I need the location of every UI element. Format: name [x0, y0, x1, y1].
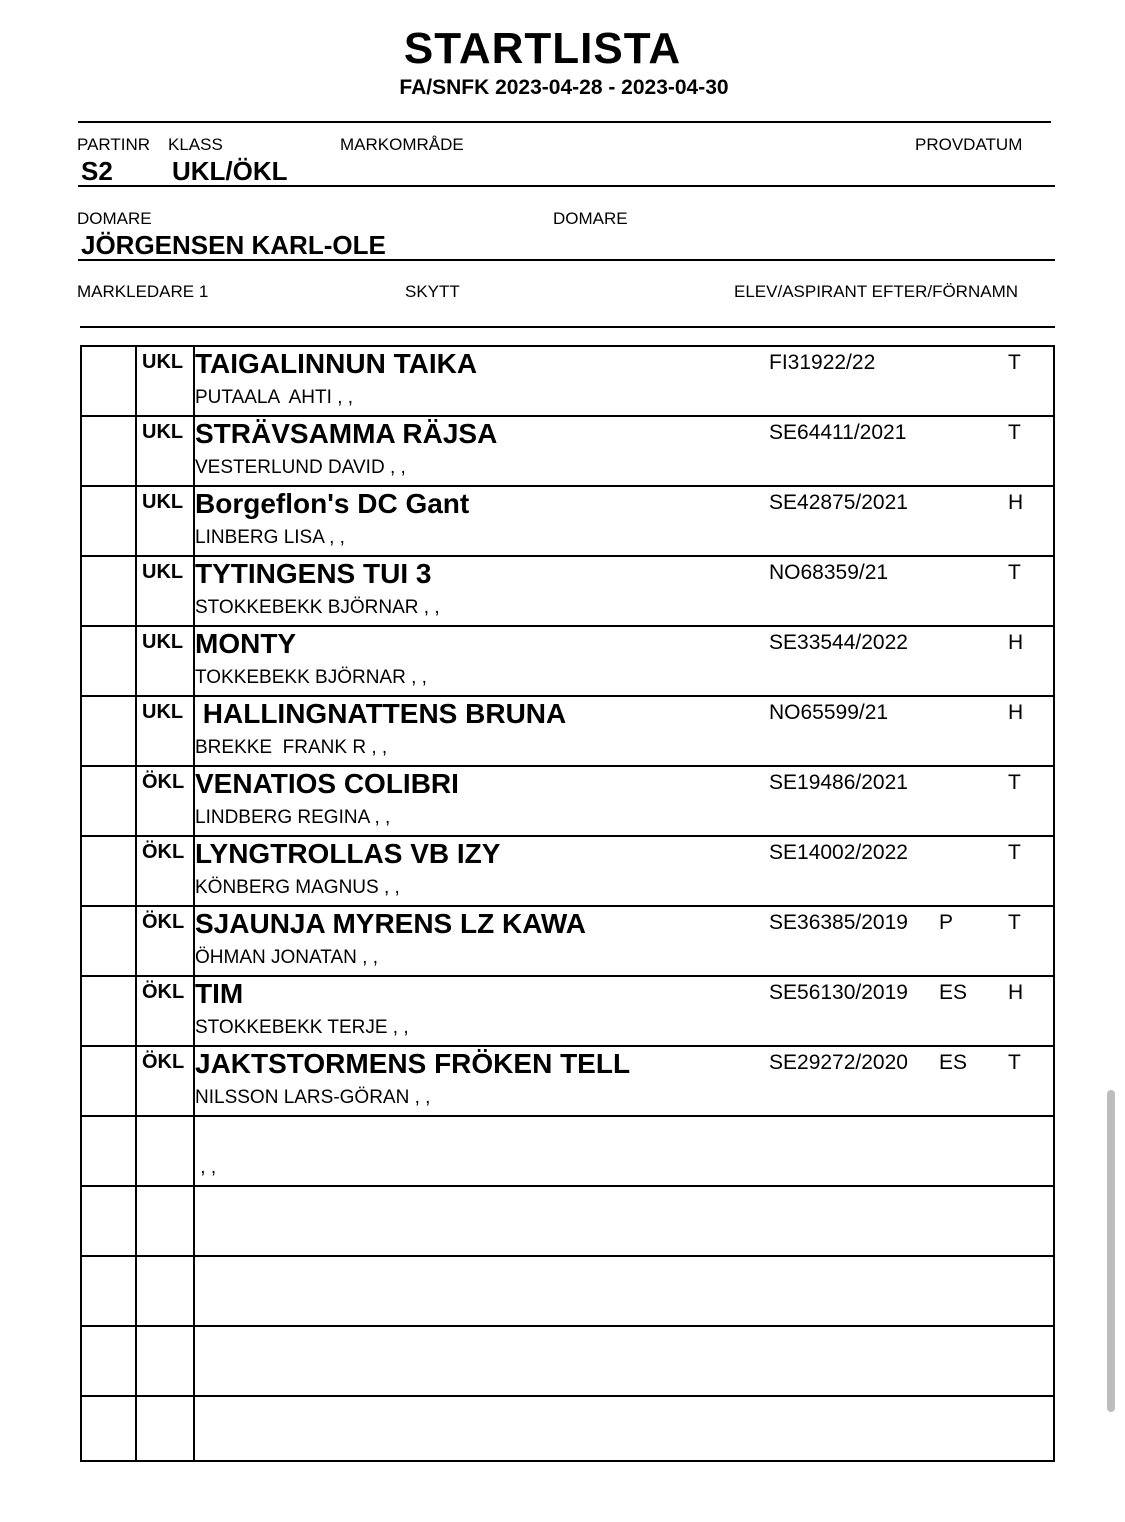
- registration-number: SE14002/2022: [769, 841, 908, 864]
- dog-name: JAKTSTORMENS FRÖKEN TELL: [195, 1048, 631, 1079]
- owner-name: VESTERLUND DAVID , ,: [195, 457, 406, 478]
- table-row: [82, 487, 1053, 557]
- registration-number: NO68359/21: [769, 561, 889, 584]
- table-row: [82, 1327, 1053, 1397]
- sex-code: H: [1008, 701, 1024, 724]
- dog-name: LYNGTROLLAS VB IZY: [195, 838, 501, 869]
- divider: [78, 259, 1055, 261]
- owner-name: LINBERG LISA , ,: [195, 527, 345, 548]
- sex-code: T: [1008, 841, 1021, 864]
- table-row: [82, 1187, 1053, 1257]
- registration-number: SE19486/2021: [769, 771, 908, 794]
- klass-label: KLASS: [168, 135, 223, 154]
- domare2-label: DOMARE: [553, 209, 628, 228]
- class-cell: UKL: [142, 561, 184, 583]
- divider: [78, 185, 1055, 187]
- table-row: [82, 767, 1053, 837]
- sex-code: H: [1008, 981, 1024, 1004]
- dog-name: MONTY: [195, 628, 297, 659]
- markomrade-label: MARKOMRÅDE: [340, 135, 464, 154]
- registration-number: NO65599/21: [769, 701, 889, 724]
- table-row: [82, 557, 1053, 627]
- table-row: [82, 837, 1053, 907]
- dog-name: TIM: [195, 978, 244, 1009]
- class-cell: UKL: [142, 491, 184, 513]
- table-row: [82, 1117, 1053, 1187]
- sex-code: T: [1008, 771, 1021, 794]
- dog-name: TAIGALINNUN TAIKA: [195, 348, 478, 379]
- class-cell: ÖKL: [142, 1051, 185, 1073]
- domare1-value: JÖRGENSEN KARL-OLE: [81, 230, 386, 260]
- registration-number: FI31922/22: [769, 351, 876, 374]
- dog-name: Borgeflon's DC Gant: [195, 488, 470, 519]
- registration-number: SE29272/2020: [769, 1051, 908, 1074]
- table-row: [82, 977, 1053, 1047]
- extra-code: ES: [939, 1051, 968, 1074]
- table-row: [82, 1257, 1053, 1327]
- klass-value: UKL/ÖKL: [172, 156, 288, 186]
- owner-name: TOKKEBEKK BJÖRNAR , ,: [195, 667, 427, 688]
- owner-name: ÖHMAN JONATAN , ,: [195, 947, 378, 968]
- sex-code: T: [1008, 911, 1021, 934]
- table-row: [82, 697, 1053, 767]
- owner-name: LINDBERG REGINA , ,: [195, 807, 391, 828]
- page-title: STARTLISTA: [403, 24, 682, 73]
- domare1-label: DOMARE: [77, 209, 152, 228]
- elev-label: ELEV/ASPIRANT EFTER/FÖRNAMN: [734, 282, 1019, 301]
- registration-number: SE64411/2021: [769, 421, 907, 444]
- partinr-label: PARTINR: [77, 135, 151, 154]
- divider: [80, 326, 1055, 328]
- owner-name: PUTAALA AHTI , ,: [195, 387, 354, 408]
- registration-number: SE36385/2019: [769, 911, 908, 934]
- sex-code: H: [1008, 631, 1024, 654]
- class-cell: ÖKL: [142, 841, 185, 863]
- skytt-label: SKYTT: [405, 282, 460, 301]
- sex-code: T: [1008, 1051, 1021, 1074]
- registration-number: SE42875/2021: [769, 491, 908, 514]
- startlist-table: [80, 345, 1055, 1462]
- table-row: [82, 1047, 1053, 1117]
- class-cell: UKL: [142, 421, 184, 443]
- sex-code: H: [1008, 491, 1024, 514]
- class-cell: UKL: [142, 701, 184, 723]
- owner-name: STOKKEBEKK TERJE , ,: [195, 1017, 409, 1038]
- sex-code: T: [1008, 561, 1021, 584]
- divider: [78, 121, 1051, 123]
- table-row: [82, 347, 1053, 417]
- partinr-value: S2: [81, 156, 113, 186]
- class-cell: ÖKL: [142, 771, 185, 793]
- owner-name: , ,: [195, 1157, 217, 1178]
- class-cell: UKL: [142, 351, 184, 373]
- owner-name: KÖNBERG MAGNUS , ,: [195, 877, 400, 898]
- table-row: [82, 417, 1053, 487]
- dog-name: SJAUNJA MYRENS LZ KAWA: [195, 908, 587, 939]
- class-cell: ÖKL: [142, 981, 185, 1003]
- table-row: [82, 627, 1053, 697]
- table-row: [82, 907, 1053, 977]
- extra-code: P: [939, 911, 954, 934]
- dog-name: TYTINGENS TUI 3: [195, 558, 432, 589]
- dog-name: STRÄVSAMMA RÄJSA: [195, 418, 498, 449]
- table-row: [82, 1397, 1053, 1467]
- event-subtitle: FA/SNFK 2023-04-28 - 2023-04-30: [399, 76, 729, 99]
- owner-name: STOKKEBEKK BJÖRNAR , ,: [195, 597, 440, 618]
- sex-code: T: [1008, 421, 1021, 444]
- scrollbar[interactable]: [1107, 1090, 1115, 1412]
- owner-name: BREKKE FRANK R , ,: [195, 737, 388, 758]
- registration-number: SE33544/2022: [769, 631, 908, 654]
- dog-name: HALLINGNATTENS BRUNA: [195, 698, 567, 729]
- extra-code: ES: [939, 981, 968, 1004]
- owner-name: NILSSON LARS-GÖRAN , ,: [195, 1087, 431, 1108]
- markledare-label: MARKLEDARE 1: [77, 282, 209, 301]
- sex-code: T: [1008, 351, 1021, 374]
- provdatum-label: PROVDATUM: [915, 135, 1023, 154]
- class-cell: UKL: [142, 631, 184, 653]
- registration-number: SE56130/2019: [769, 981, 908, 1004]
- dog-name: VENATIOS COLIBRI: [195, 768, 459, 799]
- class-cell: ÖKL: [142, 911, 185, 933]
